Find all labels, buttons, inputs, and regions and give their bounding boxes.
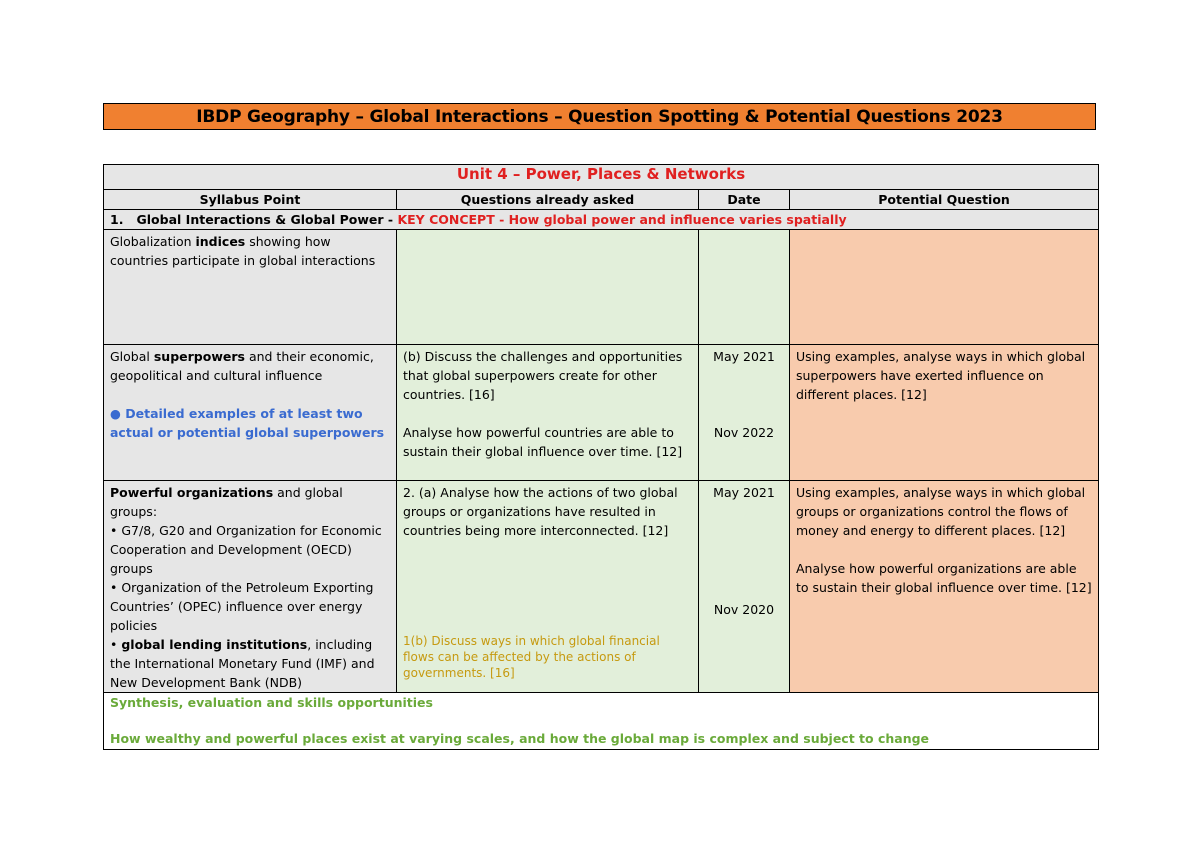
section-title: Global Interactions & Global Power - xyxy=(136,212,398,227)
syllabus-text-pre: Globalization xyxy=(110,234,196,249)
potential-question: Analyse how powerful organizations are able to sustain their global influence over time. [12] xyxy=(796,561,1092,595)
asked-question: 2. (a) Analyse how the actions of two global groups or organizations have resulted in countries being more interconnected. [12] xyxy=(403,485,678,538)
table-row xyxy=(104,481,1099,693)
syllabus-bullet: • Organization of the Petroleum Exporting Countries’ (OPEC) influence over energy policies xyxy=(110,580,374,633)
header-asked: Questions already asked xyxy=(397,190,699,210)
potential-question: Using examples, analyse ways in which global superpowers have exerted influence on different places. [12] xyxy=(796,349,1086,402)
syllabus-bullet xyxy=(110,635,390,692)
syllabus-text-post: and their economic, geopolitical and cultural influence xyxy=(110,349,374,383)
table-row xyxy=(104,230,1099,345)
syllabus-keyword: global lending institutions xyxy=(121,637,308,652)
header-syllabus: Syllabus Point xyxy=(104,190,397,210)
potential-cell xyxy=(790,481,1099,693)
syllabus-bullet: ● Detailed examples of at least two actual or potential global superpowers xyxy=(110,406,385,440)
date-value: May 2021 xyxy=(713,349,775,364)
asked-question: 1(b) Discuss ways in which global financial flows can be affected by the actions of governments. [16] xyxy=(403,634,660,680)
asked-cell xyxy=(397,345,699,481)
date-cell xyxy=(699,481,790,693)
asked-cell xyxy=(397,230,699,345)
section-concept: KEY CONCEPT - How global power and influence varies spatially xyxy=(397,212,847,227)
header-row xyxy=(104,190,1099,210)
potential-cell xyxy=(790,230,1099,345)
synthesis-cell xyxy=(104,693,1099,750)
syllabus-keyword: Powerful organizations xyxy=(110,485,274,500)
date-value: Nov 2022 xyxy=(713,425,775,440)
unit-title-row xyxy=(104,165,1099,190)
unit-title: Unit 4 – Power, Places & Networks xyxy=(104,165,1099,190)
asked-cell xyxy=(397,481,699,693)
section-heading xyxy=(104,210,1099,230)
header-potential: Potential Question xyxy=(790,190,1099,210)
potential-question: Using examples, analyse ways in which global groups or organizations control the flows of money and energy to different places. [12] xyxy=(796,485,1086,538)
syllabus-bullet: • G7/8, G20 and Organization for Economic Cooperation and Development (OECD) groups xyxy=(110,523,382,576)
syllabus-cell xyxy=(104,481,397,693)
synthesis-heading: Synthesis, evaluation and skills opportunities xyxy=(110,695,433,710)
syllabus-cell xyxy=(104,230,397,345)
syllabus-cell xyxy=(104,345,397,481)
syllabus-keyword: indices xyxy=(195,234,246,249)
synthesis-row xyxy=(104,693,1099,750)
date-cell xyxy=(699,230,790,345)
syllabus-text xyxy=(110,345,390,385)
question-table xyxy=(103,164,1099,750)
asked-question: (b) Discuss the challenges and opportunities that global superpowers create for other countries. [16] xyxy=(403,349,683,402)
syllabus-text xyxy=(110,230,390,270)
date-value: Nov 2020 xyxy=(713,602,775,617)
synthesis-text: How wealthy and powerful places exist at varying scales, and how the global map is complex and subject to change xyxy=(110,731,930,746)
table-row xyxy=(104,345,1099,481)
syllabus-text xyxy=(110,481,390,521)
bullet-mark: • xyxy=(110,637,122,652)
syllabus-text-post: and global groups: xyxy=(110,485,343,519)
date-cell xyxy=(699,345,790,481)
section-number: 1. xyxy=(110,212,124,227)
potential-cell xyxy=(790,345,1099,481)
page-title: IBDP Geography – Global Interactions – Question Spotting & Potential Questions 2023 xyxy=(103,103,1096,130)
section-row xyxy=(104,210,1099,230)
date-value: May 2021 xyxy=(713,485,775,500)
syllabus-keyword: superpowers xyxy=(153,349,245,364)
asked-question: Analyse how powerful countries are able to sustain their global influence over time. [12] xyxy=(403,425,683,459)
syllabus-text-post: showing how countries participate in global interactions xyxy=(110,234,376,268)
header-date: Date xyxy=(699,190,790,210)
syllabus-text-pre: Global xyxy=(110,349,154,364)
syllabus-text-post: , including the International Monetary Fund (IMF) and New Development Bank (NDB) xyxy=(110,637,375,690)
